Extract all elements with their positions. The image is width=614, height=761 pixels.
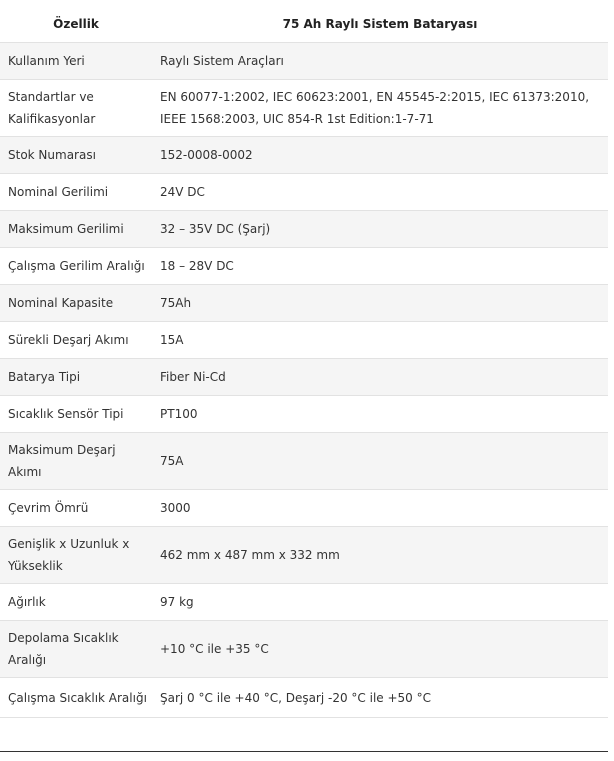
table-row	[0, 433, 608, 490]
header-property: Özellik	[0, 6, 152, 43]
table-row	[0, 527, 608, 584]
value-cell: 75A	[152, 433, 608, 490]
table-row	[0, 621, 608, 678]
table-row	[0, 584, 608, 621]
value-cell: Raylı Sistem Araçları	[152, 43, 608, 80]
table-row	[0, 43, 608, 80]
property-cell: Kullanım Yeri	[0, 43, 152, 80]
table-row	[0, 137, 608, 174]
value-cell: EN 60077-1:2002, IEC 60623:2001, EN 45545-2:2015, IEC 61373:2010, IEEE 1568:2003, UIC 854-R 1st Edition:1-7-71	[152, 80, 608, 137]
property-cell: Maksimum Deşarj Akımı	[0, 433, 152, 490]
property-cell: Ağırlık	[0, 584, 152, 621]
table-row	[0, 359, 608, 396]
value-cell: 18 – 28V DC	[152, 248, 608, 285]
table-row	[0, 211, 608, 248]
property-cell: Genişlik x Uzunluk x Yükseklik	[0, 527, 152, 584]
table-row	[0, 174, 608, 211]
value-cell: 97 kg	[152, 584, 608, 621]
property-cell: Batarya Tipi	[0, 359, 152, 396]
value-cell: 32 – 35V DC (Şarj)	[152, 211, 608, 248]
value-cell: 15A	[152, 322, 608, 359]
property-cell: Nominal Gerilimi	[0, 174, 152, 211]
property-cell: Maksimum Gerilimi	[0, 211, 152, 248]
divider	[0, 751, 608, 752]
table-row	[0, 490, 608, 527]
value-cell: Fiber Ni-Cd	[152, 359, 608, 396]
value-cell: 3000	[152, 490, 608, 527]
value-cell: 152-0008-0002	[152, 137, 608, 174]
property-cell: Çalışma Sıcaklık Aralığı	[0, 678, 152, 718]
spec-table	[0, 6, 608, 718]
value-cell: 462 mm x 487 mm x 332 mm	[152, 527, 608, 584]
value-cell: PT100	[152, 396, 608, 433]
property-cell: Standartlar ve Kalifikasyonlar	[0, 80, 152, 137]
property-cell: Sürekli Deşarj Akımı	[0, 322, 152, 359]
table-row	[0, 322, 608, 359]
property-cell: Nominal Kapasite	[0, 285, 152, 322]
page-edge	[608, 0, 614, 761]
value-cell: 75Ah	[152, 285, 608, 322]
header-row	[0, 6, 608, 43]
property-cell: Çevrim Ömrü	[0, 490, 152, 527]
property-cell: Sıcaklık Sensör Tipi	[0, 396, 152, 433]
table-row	[0, 396, 608, 433]
table-row	[0, 80, 608, 137]
value-cell: +10 °C ile +35 °C	[152, 621, 608, 678]
value-cell: Şarj 0 °C ile +40 °C, Deşarj -20 °C ile +50 °C	[152, 678, 608, 718]
property-cell: Stok Numarası	[0, 137, 152, 174]
property-cell: Depolama Sıcaklık Aralığı	[0, 621, 152, 678]
value-cell: 24V DC	[152, 174, 608, 211]
property-cell: Çalışma Gerilim Aralığı	[0, 248, 152, 285]
header-product: 75 Ah Raylı Sistem Bataryası	[152, 6, 608, 43]
table-row	[0, 678, 608, 718]
table-row	[0, 285, 608, 322]
table-row	[0, 248, 608, 285]
